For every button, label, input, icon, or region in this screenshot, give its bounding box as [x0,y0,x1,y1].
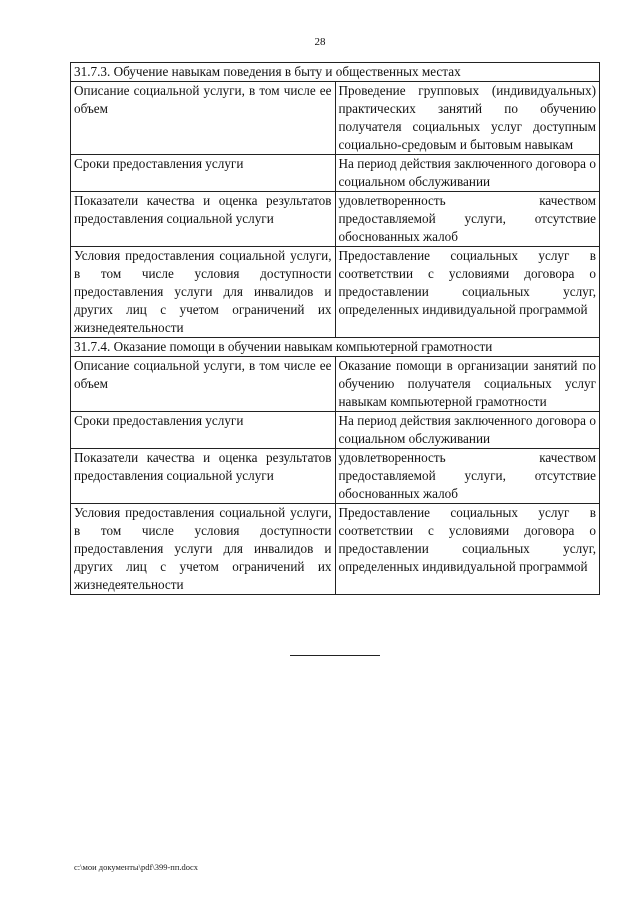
footer-file-path: c:\мои документы\pdf\399-пп.docx [74,862,199,872]
page-number: 28 [314,36,326,48]
row-label: Описание социальной услуги, в том числе ее объем [71,82,336,155]
table-row [71,247,600,338]
row-value: удовлетворенность качеством предоставляемой услуги, отсутствие обоснованных жалоб [335,449,600,504]
row-value: На период действия заключенного договора о социальном обслуживании [335,412,600,449]
row-value: Проведение групповых (индивидуальных) практических занятий по обучению получателя социальных услуг доступным социально-средовым и бытовым навыкам [335,82,600,155]
row-label: Показатели качества и оценка результатов предоставления социальной услуги [71,449,336,504]
row-label: Сроки предоставления услуги [71,412,336,449]
table-row [71,412,600,449]
row-label: Условия предоставления социальной услуги, в том числе условия доступности предоставления услуги для инвалидов и других лиц с учетом ограничений их жизнедеятельности [71,504,336,595]
row-label: Показатели качества и оценка результатов предоставления социальной услуги [71,192,336,247]
section-header-row [71,63,600,82]
section-header-row [71,338,600,357]
table-row [71,192,600,247]
row-value: На период действия заключенного договора о социальном обслуживании [335,155,600,192]
services-table [70,62,600,595]
table-row [71,504,600,595]
row-value: Предоставление социальных услуг в соответствии с условиями договора о предоставлении социальных услуг, определенных индивидуальной программой [335,504,600,595]
section-title: 31.7.3. Обучение навыкам поведения в быту и общественных местах [71,63,600,82]
table-row [71,357,600,412]
table-row [71,155,600,192]
table-row [71,449,600,504]
row-value: Оказание помощи в организации занятий по обучению получателя социальных услуг навыкам компьютерной грамотности [335,357,600,412]
row-label: Описание социальной услуги, в том числе ее объем [71,357,336,412]
row-value: Предоставление социальных услуг в соответствии с условиями договора о предоставлении социальных услуг, определенных индивидуальной программой [335,247,600,338]
end-divider [290,655,380,656]
row-label: Условия предоставления социальной услуги, в том числе условия доступности предоставления услуги для инвалидов и других лиц с учетом ограничений их жизнедеятельности [71,247,336,338]
section-title: 31.7.4. Оказание помощи в обучении навыкам компьютерной грамотности [71,338,600,357]
row-label: Сроки предоставления услуги [71,155,336,192]
table-row [71,82,600,155]
row-value: удовлетворенность качеством предоставляемой услуги, отсутствие обоснованных жалоб [335,192,600,247]
